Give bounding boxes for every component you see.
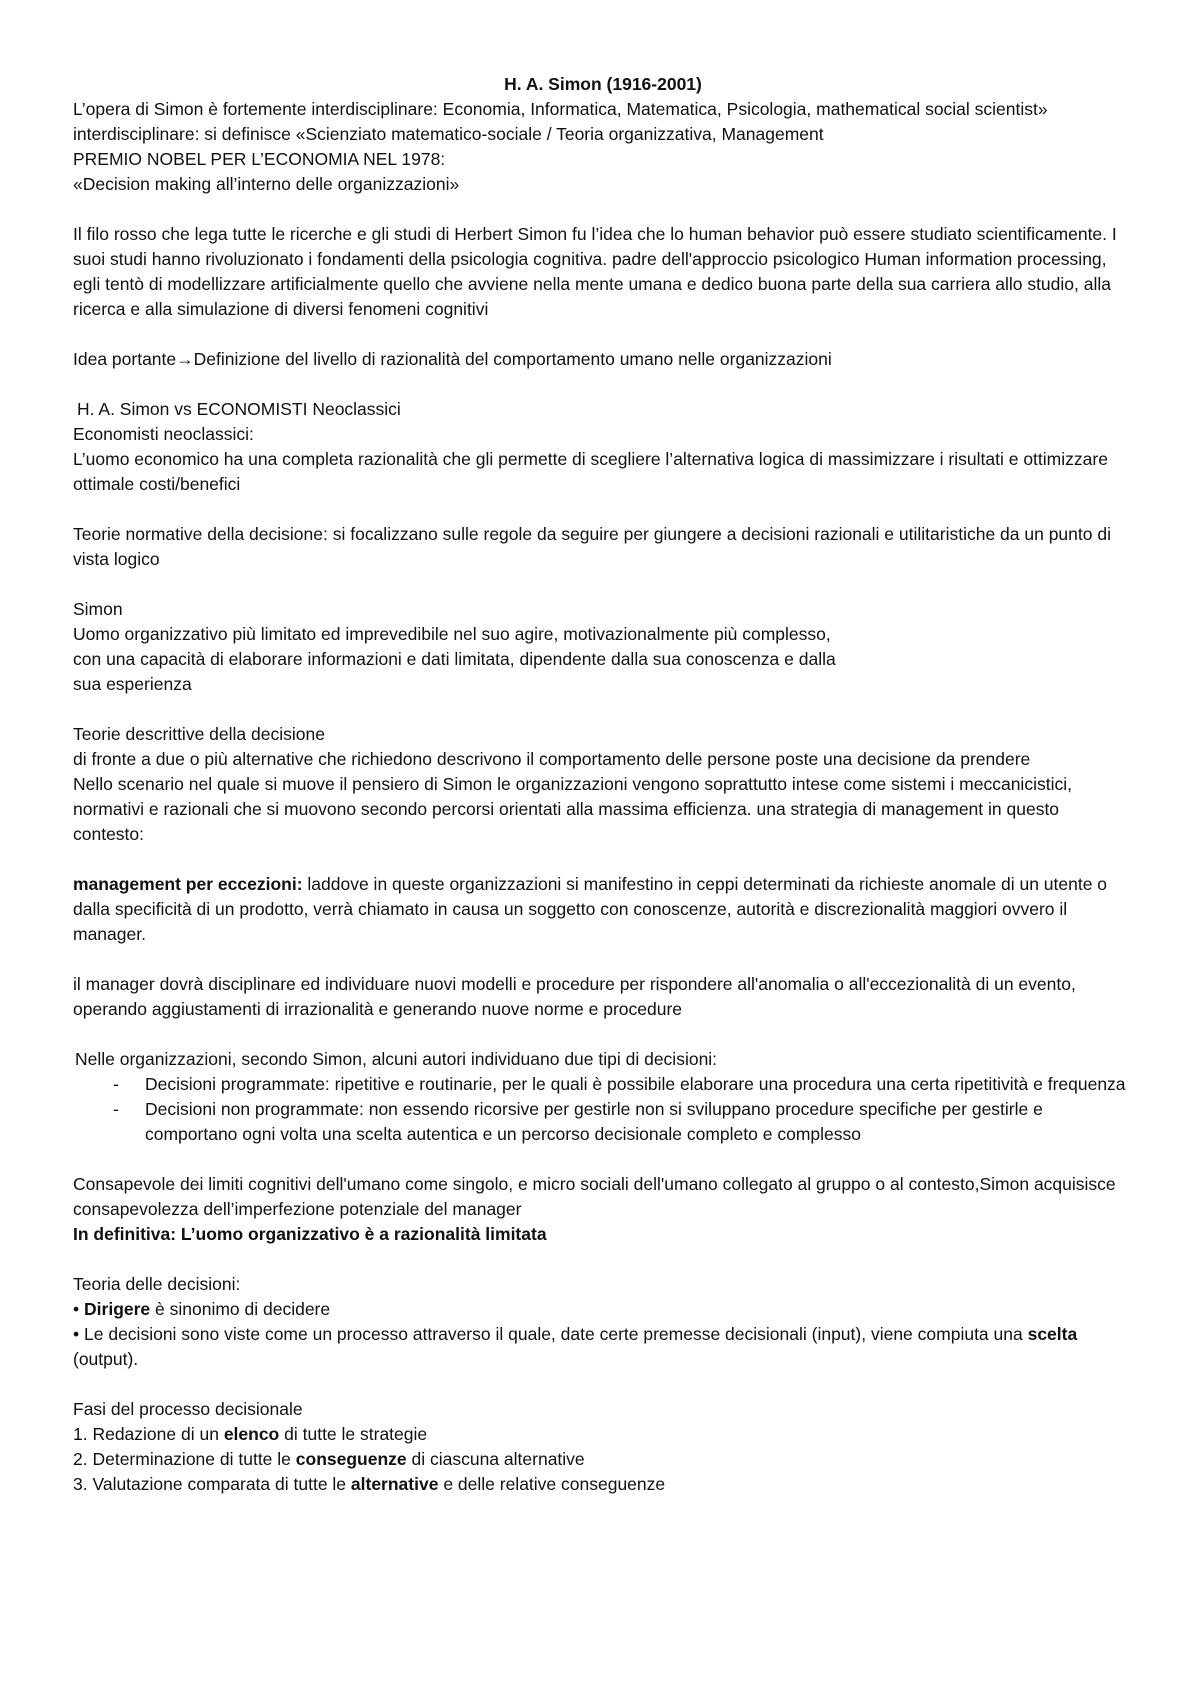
simon-line: Uomo organizzativo più limitato ed imprevedibile nel suo agire, motivazionalmente più complesso, (73, 624, 831, 644)
fase-item (73, 1472, 1133, 1497)
list-item: - Decisioni programmate: ripetitive e routinarie, per le quali è possibile elaborare una procedura una certa ripetitività e frequenza (73, 1072, 1133, 1097)
simon-line: sua esperienza (73, 674, 192, 694)
filo-rosso-paragraph: Il filo rosso che lega tutte le ricerche e gli studi di Herbert Simon fu l’idea che lo human behavior può essere studiato scientificamente. I suoi studi hanno rivoluzionato i fondamenti della psicologia cognitiva. padre dell'approccio psicologico Human information processing, egli tentò di modellizzare artificialmente quello che avviene nella mente umana e dedico buona parte della sua carriera allo studio, alla ricerca e alla simulazione di diversi fenomeni cognitivi (73, 224, 1117, 319)
bullet-item (73, 1322, 1133, 1372)
document-title: H. A. Simon (1916-2001) (504, 74, 702, 94)
fase-bold: alternative (350, 1474, 439, 1494)
intro-paragraph: L’opera di Simon è fortemente interdisciplinare: Economia, Informatica, Matematica, Psicologia, mathematical social scientist» interdisciplinare: si definisce «Scienziato matematico-sociale / Teoria organizzativa, Management (73, 99, 1048, 144)
fasi-label: Fasi del processo decisionale (73, 1399, 303, 1419)
teorie-descrittive-text: di fronte a due o più alternative che richiedono descrivono il comportamento delle persone poste una decisione da prendere (73, 749, 1031, 769)
document-page (73, 72, 1133, 1497)
fase-bold: elenco (223, 1424, 280, 1444)
fase-text: di ciascuna alternative (406, 1449, 585, 1469)
tipi-decisioni-intro: Nelle organizzazioni, secondo Simon, alcuni autori individuano due tipi di decisioni: (75, 1049, 718, 1069)
in-definitiva-line (73, 1222, 1133, 1247)
list-item: - Decisioni non programmate: non essendo ricorsive per gestirle non si sviluppano procedure specifiche per gestirle e comportano ogni volta una scelta autentica e un percorso decisionale completo e complesso (73, 1097, 1133, 1147)
neoclassici-label: Economisti neoclassici: (73, 424, 254, 444)
neoclassici-text: L’uomo economico ha una completa razionalità che gli permette di scegliere l’alternativa logica di massimizzare i risultati e ottimizzare ottimale costi/benefici (73, 449, 1108, 494)
in-definitiva-bold: In definitiva: L’uomo organizzativo è a razionalità limitata (73, 1224, 547, 1244)
fase-item (73, 1422, 1133, 1447)
fase-bold: conseguenze (295, 1449, 407, 1469)
fase-item (73, 1447, 1133, 1472)
teorie-normative-paragraph: Teorie normative della decisione: si focalizzano sulle regole da seguire per giungere a decisioni razionali e utilitaristiche da un punto di vista logico (73, 524, 1111, 569)
bullet-bold: scelta (1027, 1324, 1078, 1344)
simon-label: Simon (73, 599, 123, 619)
scenario-paragraph: Nello scenario nel quale si muove il pensiero di Simon le organizzazioni vengono soprattutto intese come sistemi i meccanicistici, normativi e razionali che si muovono secondo percorsi orientati alla massima efficienza. una strategia di management in questo contesto: (73, 774, 1072, 844)
idea-portante-line: Idea portante→Definizione del livello di razionalità del comportamento umano nelle organizzazioni (73, 349, 832, 369)
bullet-text: Le decisioni sono viste come un processo attraverso il quale, date certe premesse decisionali (input), viene compiuta una (84, 1324, 1028, 1344)
bullet-text: è sinonimo di decidere (150, 1299, 331, 1319)
fase-text: 2. Determinazione di tutte le (73, 1449, 296, 1469)
tipi-decisioni-list (73, 1072, 1133, 1147)
simon-line: con una capacità di elaborare informazioni e dati limitata, dipendente dalla sua conoscenza e dalla (73, 649, 836, 669)
fase-text: di tutte le strategie (279, 1424, 428, 1444)
management-eccezioni-text: laddove in queste organizzazioni si manifestino in ceppi determinati da richieste anomale di un utente o dalla specificità di un prodotto, verrà chiamato in causa un soggetto con conoscenze, autorità e discrezionalità maggiori ovvero il manager. (73, 874, 1108, 944)
nobel-subject: «Decision making all’interno delle organizzazioni» (73, 174, 460, 194)
nobel-line: PREMIO NOBEL PER L’ECONOMIA NEL 1978: (73, 149, 446, 169)
section-heading-vs: H. A. Simon vs ECONOMISTI Neoclassici (77, 399, 401, 419)
management-eccezioni-term: management per eccezioni: (73, 874, 303, 894)
bullet-text: (output). (73, 1349, 139, 1369)
management-eccezioni-paragraph (73, 872, 1133, 947)
bullet-icon: • (73, 1299, 80, 1319)
bullet-icon: • (73, 1324, 80, 1344)
manager-paragraph: il manager dovrà disciplinare ed individuare nuovi modelli e procedure per rispondere all'anomalia o all'eccezionalità di un evento, operando aggiustamenti di irrazionalità e generando nuove norme e procedure (73, 974, 1076, 1019)
consapevole-paragraph: Consapevole dei limiti cognitivi dell'umano come singolo, e micro sociali dell'umano collegato al gruppo o al contesto,Simon acquisisce consapevolezza dell’imperfezione potenziale del manager (73, 1174, 1116, 1219)
bullet-bold: Dirigere (84, 1299, 151, 1319)
teorie-descrittive-label: Teorie descrittive della decisione (73, 724, 325, 744)
teoria-decisioni-label: Teoria delle decisioni: (73, 1274, 241, 1294)
bullet-item (73, 1297, 1133, 1322)
fase-text: e delle relative conseguenze (438, 1474, 666, 1494)
fase-text: 1. Redazione di un (73, 1424, 224, 1444)
fase-text: 3. Valutazione comparata di tutte le (73, 1474, 351, 1494)
